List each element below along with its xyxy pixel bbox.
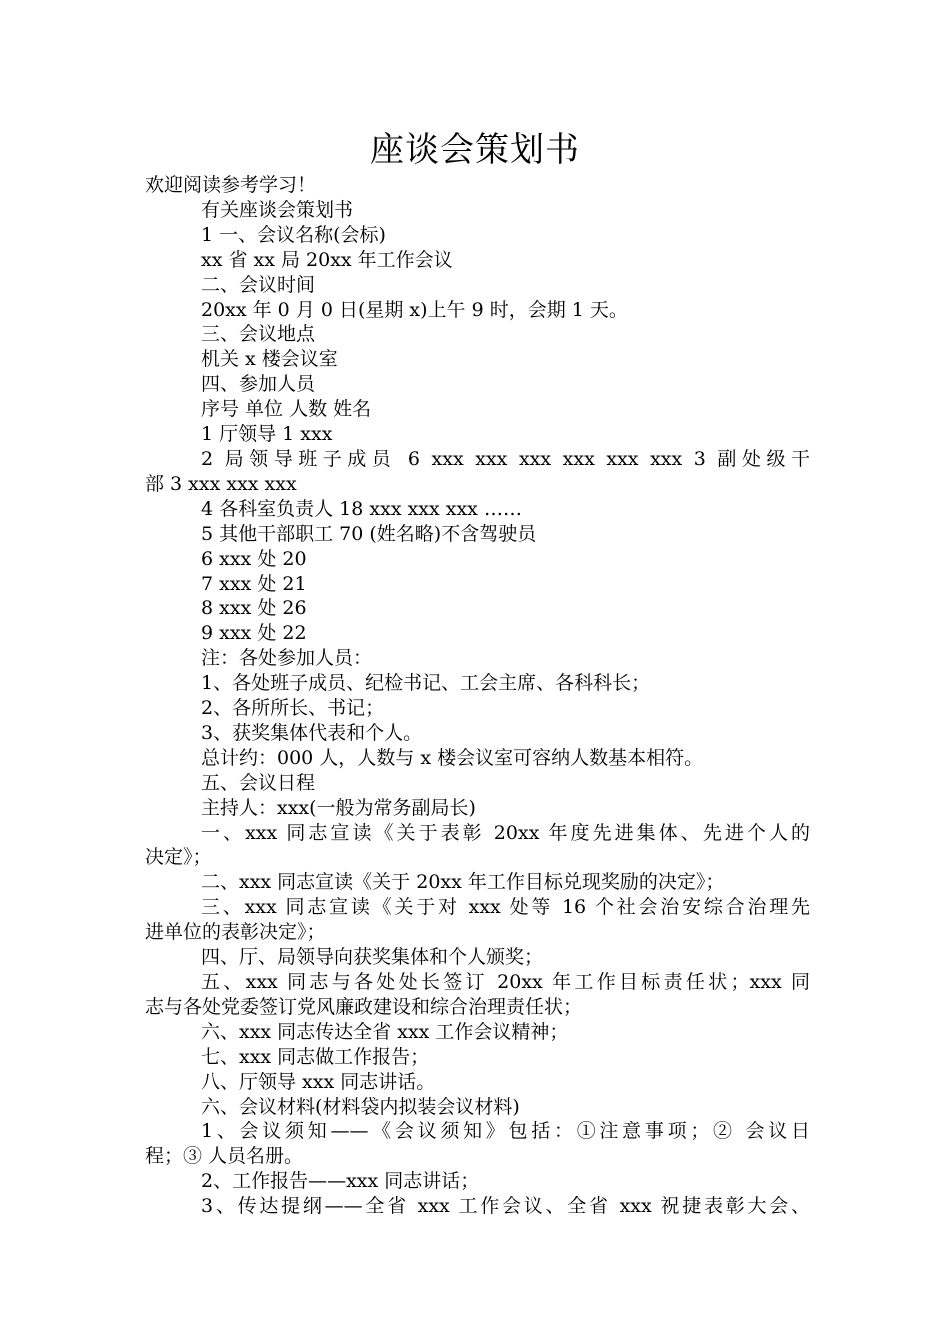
body-line: 主持人：xxx(一般为常务副局长) <box>201 796 476 819</box>
body-line: 6 xxx 处 20 <box>201 547 307 570</box>
body-line: 六、xxx 同志传达全省 xxx 工作会议精神； <box>201 1020 569 1043</box>
body-line: 序号 单位 人数 姓名 <box>201 398 372 421</box>
body-line: 志与各处党委签订党风廉政建设和综合治理责任状； <box>145 995 583 1018</box>
body-line: 四、厅、局领导向获奖集体和个人颁奖； <box>201 946 544 969</box>
body-line: 注：各处参加人员： <box>201 647 373 670</box>
body-line: 2、工作报告——xxx 同志讲话； <box>201 1170 480 1193</box>
body-line: 2、各所所长、书记； <box>201 697 385 720</box>
body-line: 一、xxx 同志宣读《关于表彰 20xx 年度先进集体、先进个人的 <box>201 821 810 844</box>
document-title: 座谈会策划书 <box>370 130 580 170</box>
body-line: 决定》； <box>145 846 212 869</box>
body-line: 8 xxx 处 26 <box>201 597 307 620</box>
body-line: 四、参加人员 <box>201 373 316 396</box>
body-line: 5 其他干部职工 70 (姓名略)不含驾驶员 <box>201 522 537 545</box>
body-line: 八、厅领导 xxx 同志讲话。 <box>201 1070 436 1093</box>
body-line: 欢迎阅读参考学习！ <box>145 174 317 196</box>
body-line: 五、xxx 同志与各处处长签订 20xx 年工作目标责任状；xxx 同 <box>201 971 810 993</box>
body-line: 3、获奖集体代表和个人。 <box>201 721 423 744</box>
body-line: 七、xxx 同志做工作报告； <box>201 1045 430 1068</box>
body-line: 总计约：000 人，人数与 x 楼会议室可容纳人数基本相符。 <box>201 746 704 769</box>
body-line: 五、会议日程 <box>201 771 316 794</box>
body-line: 3、传达提纲——全省 xxx 工作会议、全省 xxx 祝捷表彰大会、 <box>201 1195 810 1218</box>
body-line: 1 一、会议名称(会标) <box>201 223 386 246</box>
body-line: xx 省 xx 局 20xx 年工作会议 <box>201 248 453 271</box>
body-line: 六、会议材料(材料袋内拟装会议材料) <box>201 1095 520 1118</box>
body-line: 机关 x 楼会议室 <box>201 348 338 371</box>
body-line: 20xx 年 0 月 0 日(星期 x)上午 9 时，会期 1 天。 <box>201 298 628 321</box>
body-line: 二、会议时间 <box>201 273 316 296</box>
body-line: 程；③ 人员名册。 <box>145 1145 304 1168</box>
body-line: 4 各科室负责人 18 xxx xxx xxx …… <box>201 497 522 520</box>
body-line: 2 局领导班子成员 6 xxx xxx xxx xxx xxx xxx 3 副处级干 <box>201 447 810 470</box>
body-line: 二、xxx 同志宣读《关于 20xx 年工作目标兑现奖励的决定》； <box>201 871 725 894</box>
document-body <box>145 173 810 1219</box>
body-line: 9 xxx 处 22 <box>201 622 307 645</box>
body-line: 三、会议地点 <box>201 323 316 346</box>
body-line: 7 xxx 处 21 <box>201 572 307 595</box>
body-line: 部 3 xxx xxx xxx <box>145 472 297 495</box>
body-line: 有关座谈会策划书 <box>201 198 354 221</box>
body-line: 1、各处班子成员、纪检书记、工会主席、各科科长； <box>201 672 651 695</box>
body-line: 1、会议须知——《会议须知》包括：①注意事项；② 会议日 <box>201 1120 810 1143</box>
body-line: 1 厅领导 1 xxx <box>201 423 333 446</box>
body-line: 三、xxx 同志宣读《关于对 xxx 处等 16 个社会治安综合治理先 <box>201 896 810 919</box>
body-line: 进单位的表彰决定》； <box>145 921 326 944</box>
